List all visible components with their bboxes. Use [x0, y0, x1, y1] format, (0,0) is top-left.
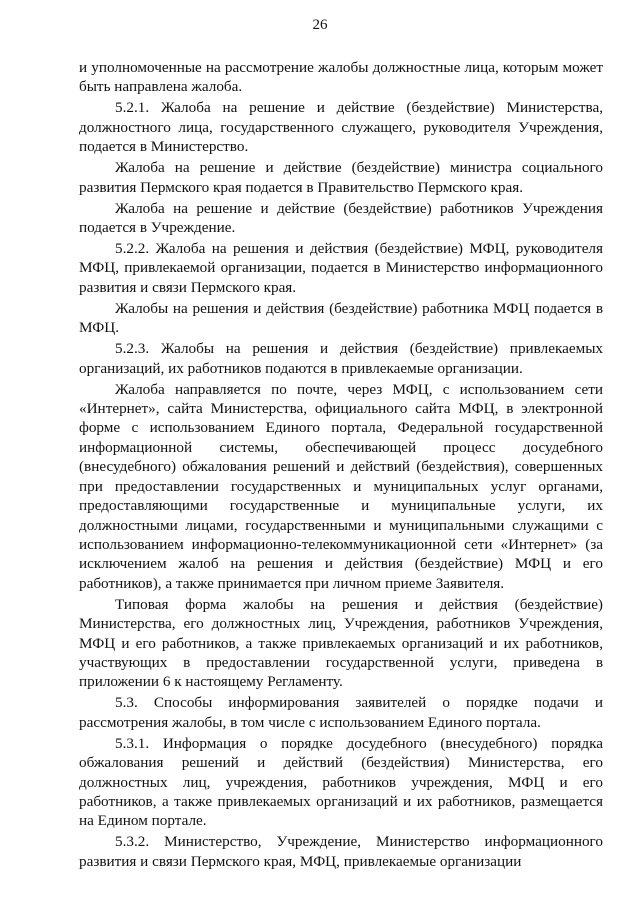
paragraph: Жалоба на решение и действие (бездействие) министра социального развития Пермского края подается в Правительство Пермского края. — [79, 159, 603, 196]
paragraph: 5.2.3. Жалобы на решения и действия (бездействие) привлекаемых организаций, их работников подаются в привлекаемые организации. — [79, 340, 603, 377]
document-body — [79, 58, 603, 873]
paragraph: 5.3. Способы информирования заявителей о порядке подачи и рассмотрения жалобы, в том числе с использованием Единого портала. — [79, 694, 603, 731]
paragraph: 5.3.1. Информация о порядке досудебного (внесудебного) порядка обжалования решений и действий (бездействия) Министерства, его должностных лиц, учреждения, работников учреждения, МФЦ и его работников, а также привлекаемых организаций и их работников, размещается на Едином портале. — [79, 734, 603, 830]
paragraph: Типовая форма жалобы на решения и действия (бездействие) Министерства, его должностных лиц, Учреждения, работников Учреждения, МФЦ и его работников, а также привлекаемых организаций и их работников, участвующих в предоставлении государственной услуги, приведена в приложении 6 к настоящему Регламенту. — [79, 595, 603, 691]
page-number: 26 — [312, 17, 328, 33]
paragraph: 5.3.2. Министерство, Учреждение, Министерство информационного развития и связи Пермского края, МФЦ, привлекаемые организации — [79, 833, 603, 870]
paragraph: Жалоба направляется по почте, через МФЦ, с использованием сети «Интернет», сайта Министерства, официального сайта МФЦ, в электронной форме с использованием Единого портала, Федеральной государственной информационной системы, обеспечивающей процесс досудебного (внесудебного) обжалования решений и действий (бездействия), совершенных при предоставлении государственных и муниципальных услуг органами, предоставляющими государственные и муниципальные услуги, их должностными лицами, государственными и муниципальными служащими с использованием информационно-телекоммуникационной сети «Интернет» (за исключением жалоб на решения и действия (бездействие) МФЦ и его работников), а также принимается при личном приеме Заявителя. — [79, 380, 603, 592]
paragraph: Жалобы на решения и действия (бездействие) работника МФЦ подается в МФЦ. — [79, 299, 603, 337]
paragraph: 5.2.1. Жалоба на решение и действие (бездействие) Министерства, должностного лица, государственного служащего, руководителя Учреждения, подается в Министерство. — [79, 99, 603, 156]
paragraph: 5.2.2. Жалоба на решения и действия (бездействие) МФЦ, руководителя МФЦ, привлекаемой организации, подается в Министерство информационного развития и связи Пермского края. — [79, 240, 603, 296]
paragraph: Жалоба на решение и действие (бездействие) работников Учреждения подается в Учреждение. — [79, 199, 603, 237]
paragraph: и уполномоченные на рассмотрение жалобы должностные лица, которым может быть направлена жалоба. — [79, 59, 603, 96]
